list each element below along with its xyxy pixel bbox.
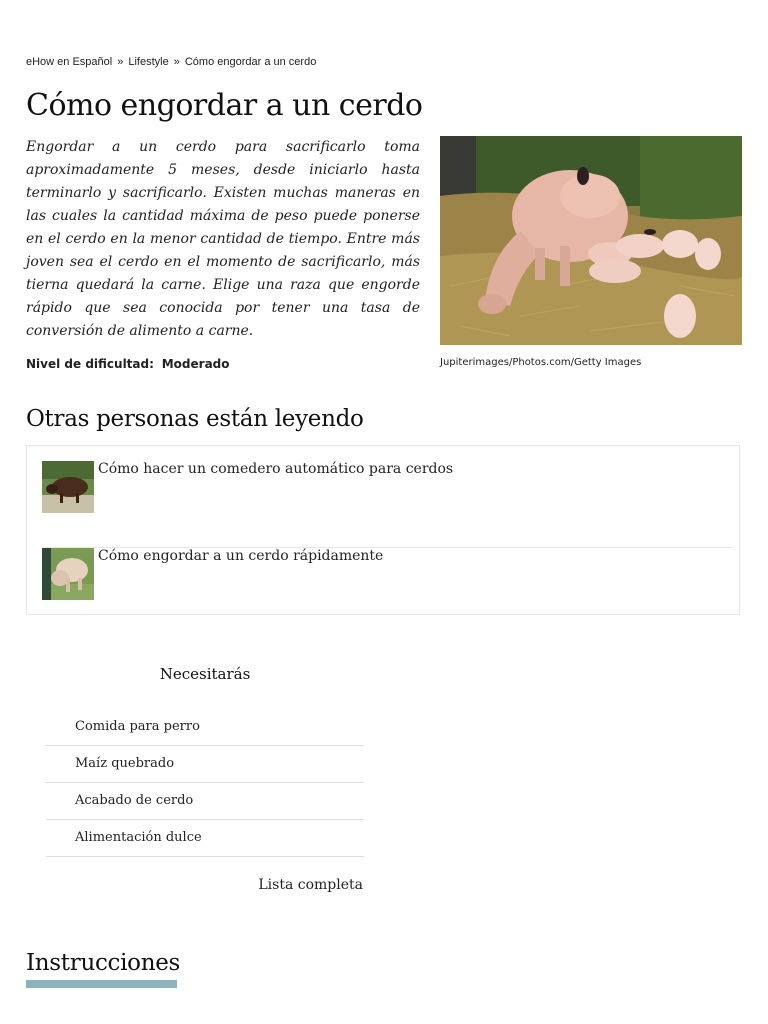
- boar-thumbnail-icon[interactable]: [42, 461, 94, 513]
- needs-list: [46, 709, 364, 857]
- instructions-underline: [26, 980, 177, 988]
- needs-list-item: Alimentación dulce: [46, 820, 364, 857]
- reading-list-item[interactable]: [42, 461, 733, 548]
- reading-list-item[interactable]: [42, 548, 733, 634]
- needs-list-item: Acabado de cerdo: [46, 783, 364, 820]
- difficulty-value: Moderado: [161, 357, 230, 371]
- hero-image: [440, 136, 742, 345]
- difficulty-info: [26, 357, 230, 371]
- pig-thumbnail-icon[interactable]: [42, 548, 94, 600]
- difficulty-label: Nivel de dificultad:: [26, 357, 154, 371]
- needs-title: Necesitarás: [159, 665, 251, 683]
- breadcrumb-separator: »: [117, 56, 124, 68]
- breadcrumb-current: Cómo engordar a un cerdo: [184, 56, 317, 68]
- sow-with-piglets-photo: [440, 136, 742, 345]
- breadcrumb-link-lifestyle[interactable]: Lifestyle: [128, 56, 169, 68]
- article-intro: Engordar a un cerdo para sacrificarlo toma aproximadamente 5 meses, desde iniciarlo hasta terminarlo y sacrificarlo. Existen muchas maneras en las cuales la cantidad máxima de peso puede ponerse en el cerdo en la menor cantidad de tiempo. Entre más joven sea el cerdo en el momento de sacrificarlo, más tierna quedará la carne. Elige una raza que engorde rápido que sea conocida por tener una tasa de conversión de alimento a carne.: [26, 139, 420, 339]
- full-list-link[interactable]: Lista completa: [258, 877, 363, 893]
- image-credit: Jupiterimages/Photos.com/Getty Images: [440, 357, 642, 368]
- page-title: Cómo engordar a un cerdo: [26, 88, 423, 123]
- others-reading-title: Otras personas están leyendo: [26, 406, 364, 432]
- instructions-title: Instrucciones: [26, 950, 181, 976]
- needs-list-item: Maíz quebrado: [46, 746, 364, 783]
- needs-list-item: Comida para perro: [46, 709, 364, 746]
- others-reading-list: [26, 445, 740, 615]
- reading-link[interactable]: Cómo hacer un comedero automático para cerdos: [98, 461, 454, 477]
- breadcrumb-separator: »: [173, 56, 180, 68]
- breadcrumb: [26, 56, 316, 68]
- reading-link[interactable]: Cómo engordar a un cerdo rápidamente: [98, 548, 384, 564]
- breadcrumb-link-home[interactable]: eHow en Español: [26, 56, 113, 68]
